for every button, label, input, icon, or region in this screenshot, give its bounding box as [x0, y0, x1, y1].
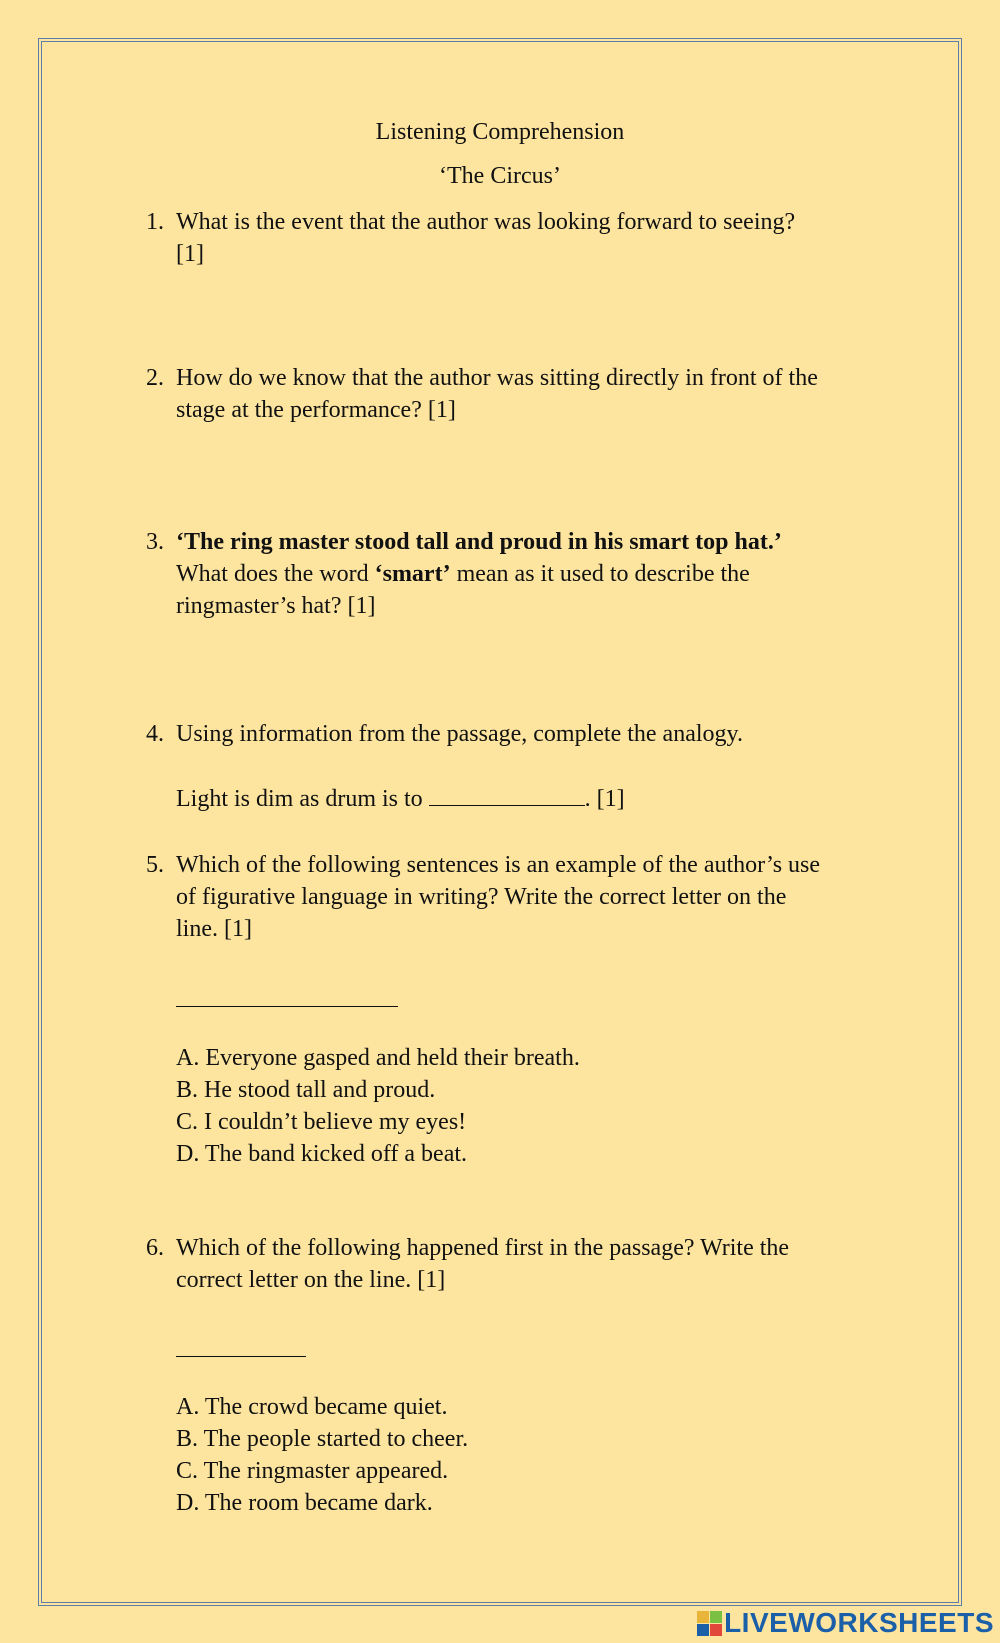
- logo-square: [710, 1611, 722, 1623]
- question-5-option-a: A. Everyone gasped and held their breath.: [176, 1045, 580, 1071]
- logo-square: [710, 1624, 722, 1636]
- page-subtitle: ‘The Circus’: [439, 163, 561, 189]
- question-6-option-c: C. The ringmaster appeared.: [176, 1458, 449, 1484]
- question-5-option-d: D. The band kicked off a beat.: [176, 1141, 468, 1167]
- liveworksheets-brand[interactable]: [697, 1608, 994, 1638]
- question-4-text: Using information from the passage, complete the analogy.: [176, 721, 743, 747]
- question-3-quote: [176, 526, 782, 558]
- question-6-option-d: D. The room became dark.: [176, 1490, 433, 1516]
- page-title: Listening Comprehension: [375, 119, 625, 145]
- question-3-text-cont: ringmaster’s hat? [1]: [176, 593, 376, 619]
- analogy-mark: . [1]: [584, 786, 625, 812]
- question-6-answer-line[interactable]: [176, 1356, 306, 1357]
- question-number: 1.: [146, 209, 164, 235]
- question-6-text: Which of the following happened first in the passage? Write the: [176, 1235, 790, 1261]
- question-5-answer-line[interactable]: [176, 1006, 398, 1007]
- liveworksheets-logo-icon: [697, 1611, 722, 1636]
- question-number: 5.: [146, 852, 164, 878]
- page-border: [38, 38, 962, 1606]
- question-5-text-end: line. [1]: [176, 916, 252, 942]
- question-5-option-c: C. I couldn’t believe my eyes!: [176, 1109, 467, 1135]
- question-2-text: How do we know that the author was sitting directly in front of the: [176, 365, 818, 391]
- brand-name: LIVEWORKSHEETS: [724, 1607, 994, 1638]
- question-number: 2.: [146, 365, 164, 391]
- logo-square: [697, 1624, 709, 1636]
- question-number: 3.: [146, 529, 164, 555]
- question-6-option-a: A. The crowd became quiet.: [176, 1394, 448, 1420]
- question-3-text-pre: What does the word: [176, 561, 375, 587]
- question-6-text-cont: correct letter on the line. [1]: [176, 1267, 446, 1293]
- question-3-keyword: ‘smart’: [374, 561, 451, 587]
- question-number: 4.: [146, 721, 164, 747]
- question-1-text: What is the event that the author was looking forward to seeing?: [176, 209, 796, 235]
- analogy-text: Light is dim as drum is to: [176, 786, 429, 812]
- question-5-text: Which of the following sentences is an example of the author’s use: [176, 852, 821, 878]
- question-1-mark: [1]: [176, 241, 204, 267]
- question-5-option-b: B. He stood tall and proud.: [176, 1077, 436, 1103]
- question-5-text-cont: of figurative language in writing? Write the correct letter on the: [176, 884, 787, 910]
- question-4-analogy: [176, 783, 625, 815]
- question-number: 6.: [146, 1235, 164, 1261]
- question-6-option-b: B. The people started to cheer.: [176, 1426, 469, 1452]
- question-2-text-cont: stage at the performance? [1]: [176, 397, 456, 423]
- analogy-answer-blank[interactable]: [429, 785, 585, 806]
- question-3-quote-text: ‘The ring master stood tall and proud in his smart top hat.’: [176, 529, 782, 555]
- question-3-text-post: mean as it used to describe the: [450, 561, 750, 587]
- question-3-text: [176, 558, 750, 590]
- logo-square: [697, 1611, 709, 1623]
